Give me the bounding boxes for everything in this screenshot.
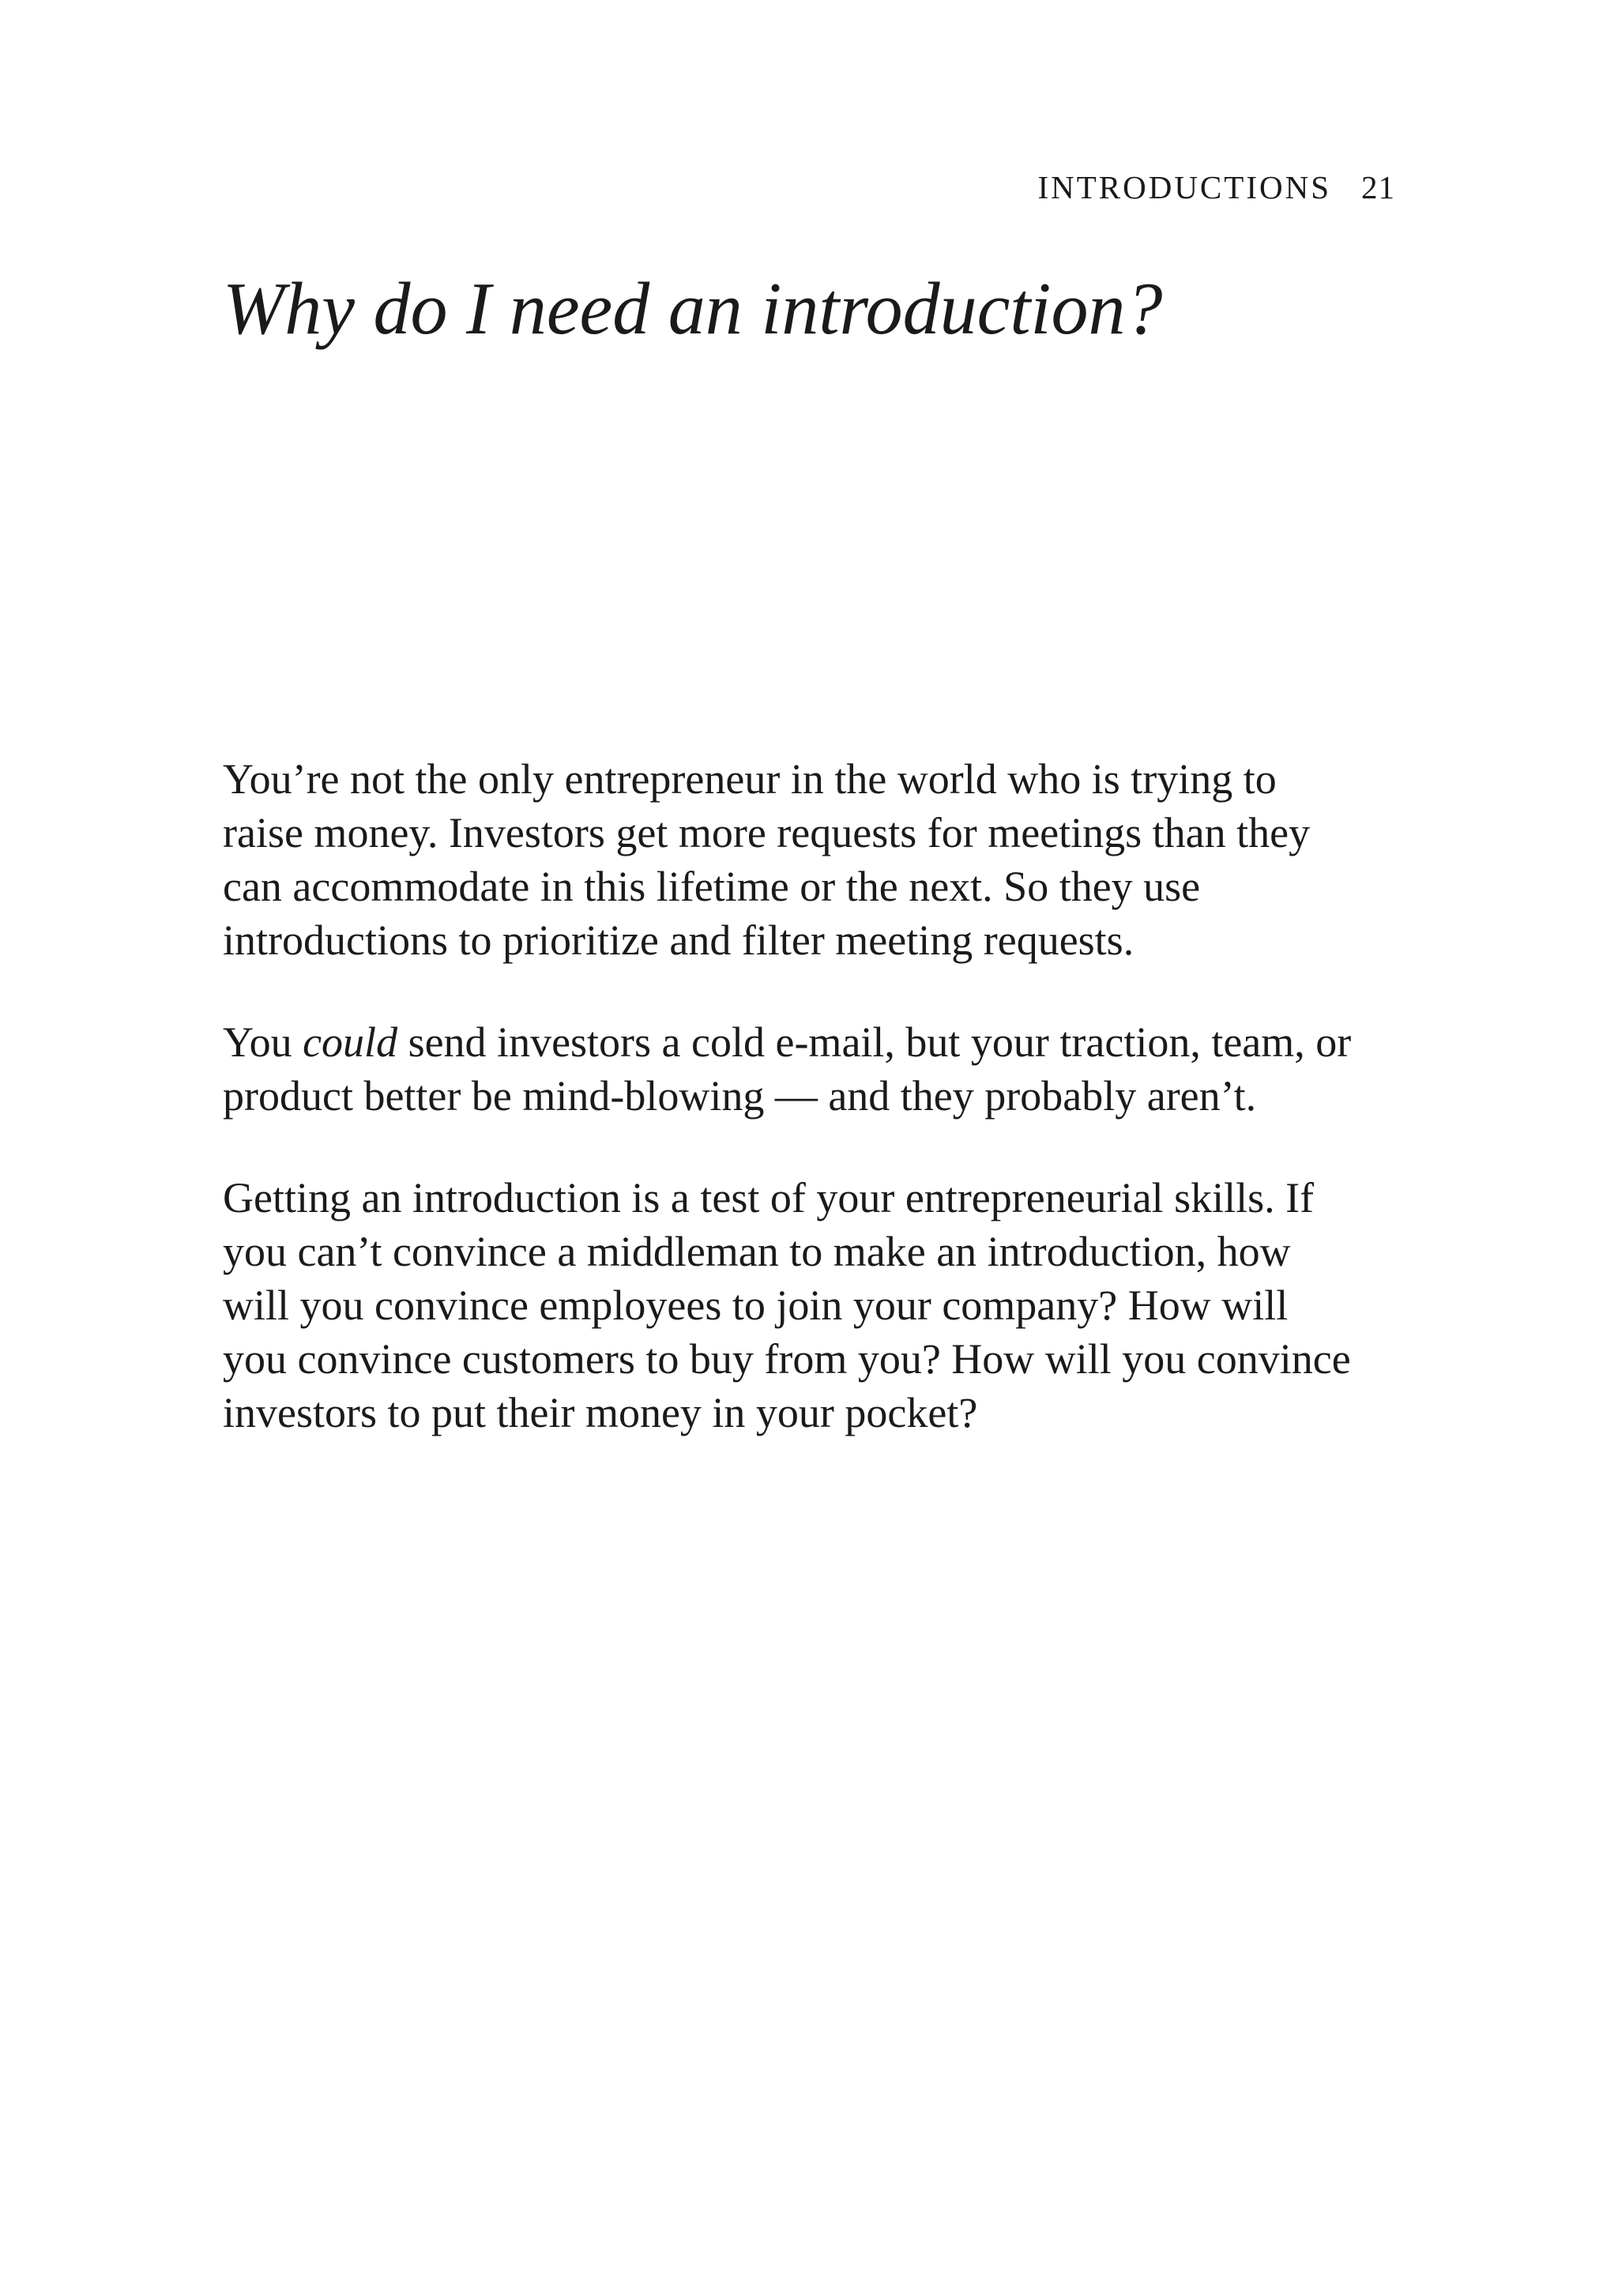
- section-name: INTRODUCTIONS: [1037, 169, 1331, 205]
- paragraph-2: [223, 1015, 1408, 1123]
- emphasized-word: could: [303, 1018, 398, 1066]
- paragraph-line: you convince customers to buy from you? How will you convince: [223, 1335, 1351, 1383]
- chapter-title: Why do I need an introduction?: [223, 268, 1163, 350]
- body-text: [223, 752, 1408, 1488]
- paragraph-line: product better be mind-blowing — and they probably aren’t.: [223, 1072, 1257, 1120]
- paragraph-line: [223, 1015, 1408, 1069]
- paragraph-line: can accommodate in this lifetime or the next. So they use: [223, 863, 1201, 910]
- paragraph-line: raise money. Investors get more requests for meetings than they: [223, 809, 1311, 856]
- paragraph-line: Getting an introduction is a test of your entrepreneurial skills. If: [223, 1174, 1315, 1221]
- paragraph-line: investors to put their money in your pocket?: [223, 1389, 978, 1436]
- line-text: You: [223, 1018, 303, 1066]
- line-text: send investors a cold e-mail, but your traction, team, or: [397, 1018, 1352, 1066]
- running-head: [1037, 167, 1395, 207]
- paragraph-3: [223, 1171, 1408, 1440]
- page-number: 21: [1361, 169, 1395, 205]
- paragraph-line: you can’t convince a middleman to make an introduction, how: [223, 1228, 1291, 1275]
- paragraph-line: You’re not the only entrepreneur in the world who is trying to: [223, 755, 1277, 803]
- paragraph-line: introductions to prioritize and filter meeting requests.: [223, 917, 1134, 964]
- paragraph-line: will you convince employees to join your company? How will: [223, 1282, 1289, 1329]
- paragraph-1: [223, 752, 1408, 967]
